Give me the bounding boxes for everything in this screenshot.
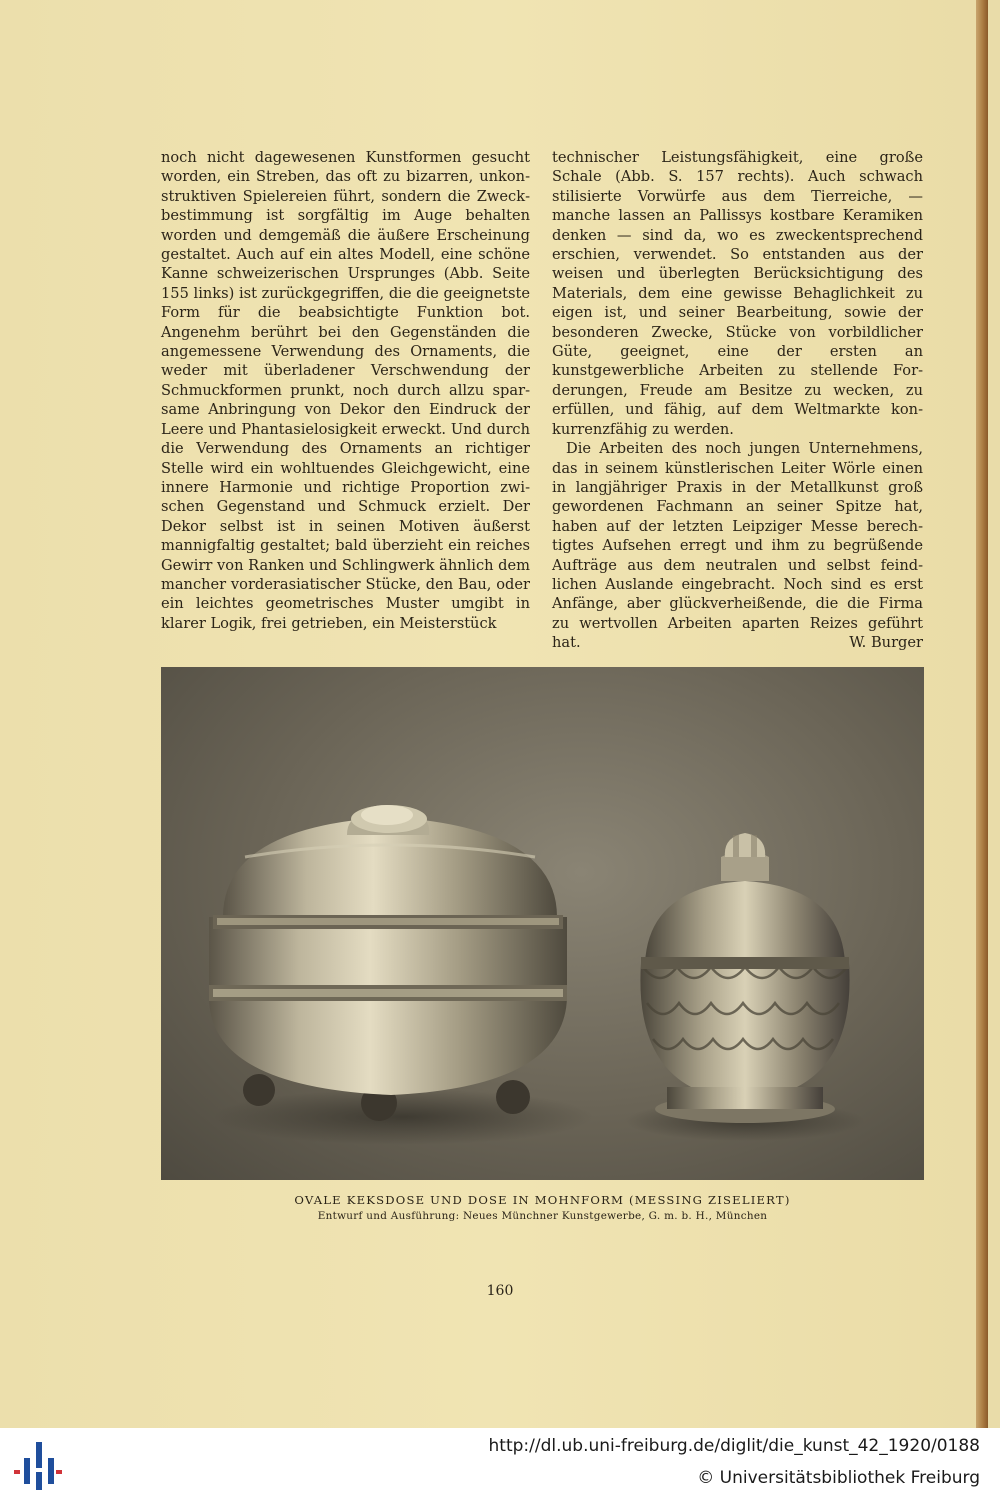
page-edge — [976, 0, 988, 1428]
lower-bead-band — [213, 989, 563, 997]
article-right-column — [552, 148, 923, 653]
copyright-notice: © Universitätsbibliothek Freiburg — [697, 1468, 980, 1488]
permalink-url[interactable]: http://dl.ub.uni-freiburg.de/diglit/die_kunst_42_1920/0188 — [488, 1436, 980, 1456]
page-number: 160 — [486, 1283, 514, 1299]
left-column-text: noch nicht dagewesenen Kunstformen gesucht worden, ein Streben, das oft zu bizarren, unkonstruktiven Spielereien führt, sondern die Zweckbestimmung ist sorgfältig im Auge behalten worden und demgemäß die äußere Erscheinung gestaltet. Auch auf ein altes Modell, eine schöne Kanne schweizerischen Ursprunges (Abb. Seite 155 links) ist zurückgegriffen, die die geeignetste Form für die beabsichtigte Funktion bot. Angenehm berührt bei den Gegenständen die angemessene Verwendung des Ornaments, die weder mit überladener Verschwendung der Schmuckformen prunkt, noch durch allzu sparsame Anbringung von Dekor den Eindruck der Leere und Phantasielosigkeit erweckt. Und durch die Verwendung des Ornaments an richtiger Stelle wird ein wohltuendes Gleichgewicht, eine innere Harmonie und richtige Proportion zwischen Gegenstand und Schmuck erzielt. Der Dekor selbst ist in seinen Motiven äußerst mannigfaltig gestaltet; bald überzieht ein reiches Gewirr von Ranken und Schlingwerk ähnlich dem mancher vorderasiatischer Stücke, den Bau, oder ein leichtes geometrisches Muster umgibt in klarer Logik, frei getrieben, ein Meisterstück — [161, 149, 530, 632]
author-signature: W. Burger — [849, 634, 923, 652]
right-column-paragraph-2 — [552, 439, 923, 652]
figure-caption-credit: Entwurf und Ausführung: Neues Münchner Kunstgewerbe, G. m. b. H., München — [317, 1210, 768, 1222]
poppy-shaped-box — [625, 833, 865, 1141]
article-left-column — [161, 148, 530, 633]
figure-caption-title: OVALE KEKSDOSE UND DOSE IN MOHNFORM (MESSING ZISELIERT) — [294, 1193, 791, 1207]
brass-boxes-illustration — [161, 667, 924, 1180]
digital-library-footer — [0, 1428, 1000, 1499]
photo-brass-boxes — [161, 667, 924, 1180]
ub-freiburg-logo-icon — [12, 1438, 62, 1492]
right-column-paragraph-1: technischer Leistungsfähigkeit, eine große Schale (Abb. S. 157 rechts). Auch schwach stilisierte Vorwürfe aus dem Tierreiche, — manche lassen an Pallissys kostbare Keramiken denken — sind da, wo es zweckentsprechend erschien, verwendet. So entstanden aus der weisen und überlegten Berücksichtigung des Materials, dem eine gewisse Behaglichkeit zu eigen ist, und seiner Bearbeitung, sowie der besonderen Zwecke, Stücke von vorbildlicher Güte, geeignet, eine der ersten an kunstgewerbliche Arbeiten zu stellende Forderungen, Freude am Besitze zu wecken, zu erfüllen, und fähig, auf dem Weltmarkte konkurrenzfähig zu werden. — [552, 149, 923, 438]
oval-biscuit-box — [209, 805, 593, 1145]
right-column-paragraph-2-text: Die Arbeiten des noch jungen Unternehmens, das in seinem künstlerischen Leiter Wörle einen in langjähriger Praxis in der Metallkunst groß gewordenen Fachmann an seiner Spitze hat, haben auf der letzten Leipziger Messe berechtigtes Aufsehen erregt und ihm zu begrüßende Aufträge aus dem neutralen und selbst feindlichen Auslande eingebracht. Noch sind es erst Anfänge, aber glückverheißende, die die Firma zu wertvollen Arbeiten aparten Reizes geführt hat. — [552, 440, 923, 652]
